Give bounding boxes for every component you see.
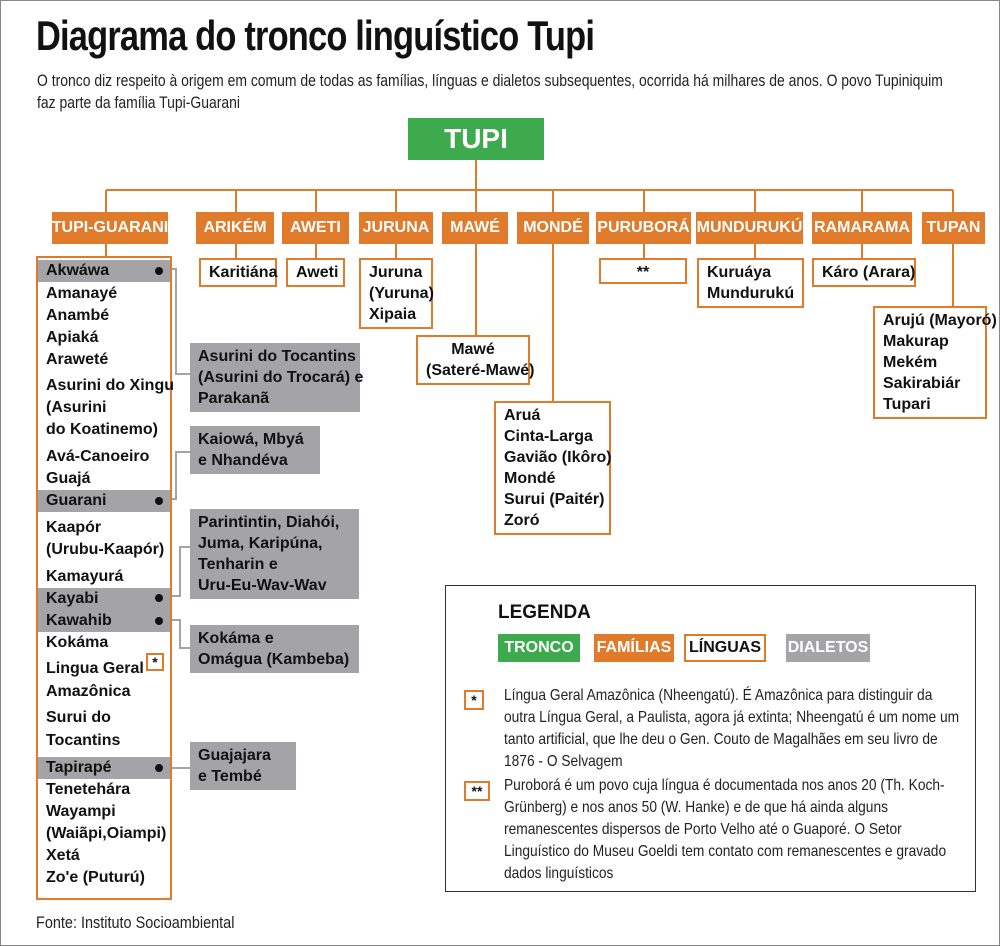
language-item: Wayampi: [46, 803, 116, 820]
language-item: Mawé: [451, 341, 495, 358]
language-box-tupan: [873, 306, 997, 419]
language-item: Karitiána: [209, 264, 278, 281]
family-monde: MONDÉ: [517, 212, 589, 244]
family-mawe: MAWÉ: [442, 212, 508, 244]
language-item: Cinta-Larga: [504, 428, 593, 445]
dialect-dot-icon: [155, 617, 163, 625]
language-item: Amazônica: [46, 683, 131, 700]
legend-panel: [445, 585, 976, 892]
family-juruna: JURUNA: [359, 212, 433, 244]
language-item: Amanayé: [46, 285, 118, 302]
family-ramarama: RAMARAMA: [812, 212, 912, 244]
dialect-box-kokama: [190, 625, 359, 673]
dialect-box-akwawa: [190, 343, 364, 412]
language-item: Mundurukú: [707, 285, 795, 302]
page-title: Diagrama do tronco linguístico Tupi: [36, 12, 595, 59]
language-item: Guajá: [46, 470, 91, 487]
language-item: (Urubu-Kaapór): [46, 541, 165, 558]
family-tupan: TUPAN: [922, 212, 985, 244]
language-item: Xipaia: [369, 306, 417, 323]
language-item: Juruna: [369, 264, 423, 281]
language-item: Surui do: [46, 709, 111, 726]
dialect-dot-icon: [155, 764, 163, 772]
dialect-box-tapirape: [190, 742, 296, 790]
family-purobora: PURUBORÁ: [596, 212, 691, 244]
legend-dialetos-chip: DIALETOS: [786, 634, 870, 662]
family-tupi-guarani: TUPI-GUARANI: [52, 212, 168, 244]
language-box-arikem: [199, 258, 277, 287]
language-item: Gavião (Ikôro): [504, 449, 612, 466]
language-item: Akwáwa: [46, 262, 110, 279]
language-item: Káro (Arara): [822, 264, 916, 281]
language-item: Mondé: [504, 470, 556, 487]
language-box-monde: [494, 401, 611, 535]
dialect-line: Uru-Eu-Wav-Wav: [198, 577, 327, 594]
family-munduruku: MUNDURUKÚ: [696, 212, 803, 244]
language-item: Mekém: [883, 354, 938, 371]
language-item: Zo'e (Puturú): [46, 869, 145, 886]
legend-linguas-chip: LÍNGUAS: [684, 634, 766, 662]
language-box-aweti: [286, 258, 345, 287]
language-item: Kayabi: [46, 590, 99, 607]
language-item: (Yuruna): [369, 285, 434, 302]
legend-note2-text: Puroborá é um povo cuja língua é documentada nos anos 20 (Th. Koch-Grünberg) e nos anos 50 (W. Hanke) e de que há ainda alguns remanescentes dispersos de Porto Velho até o Guaporé. O Setor Linguístico do Museu Goeldi tem contato com remanescentes e gravado dados linguísticos: [504, 777, 947, 882]
dialect-line: (Asurini do Trocará) e: [198, 369, 364, 386]
language-item: Apiaká: [46, 329, 99, 346]
legend-familias-chip: FAMÍLIAS: [594, 634, 674, 662]
language-item: Sakirabiár: [883, 375, 961, 392]
dialect-line: Asurini do Tocantins: [198, 348, 356, 365]
legend-tronco-chip: TRONCO: [498, 634, 580, 662]
dialect-line: Guajajara: [198, 747, 271, 764]
language-item: Araweté: [46, 351, 109, 368]
dialect-dot-icon: [155, 267, 163, 275]
root-tupi: TUPI: [408, 118, 544, 160]
language-item: Kokáma: [46, 634, 109, 651]
family-arikem: ARIKÉM: [196, 212, 274, 244]
language-item: Surui (Paitér): [504, 491, 605, 508]
language-item: (Sateré-Mawé): [426, 362, 535, 379]
language-item: Tupari: [883, 396, 931, 413]
language-item: do Koatinemo): [46, 421, 158, 438]
legend-note2-mark: **: [464, 781, 490, 801]
language-box-mawe: [416, 335, 535, 385]
family-aweti: AWETI: [282, 212, 349, 244]
language-item: Avá-Canoeiro: [46, 448, 150, 465]
dialect-line: Tenharin e: [198, 556, 278, 573]
tupi-guarani-language-list: [36, 256, 172, 900]
language-box-ramarama: [812, 258, 916, 287]
source-credit: Fonte: Instituto Socioambiental: [36, 913, 235, 932]
language-item: Aweti: [296, 264, 339, 281]
language-item: Xetá: [46, 847, 80, 864]
language-item: Kuruáya: [707, 264, 772, 281]
language-item: Arujú (Mayoró): [883, 312, 997, 329]
dialect-line: Parintintin, Diahói,: [198, 514, 340, 531]
language-item: Tapirapé: [46, 759, 112, 776]
legend-note1-text: Língua Geral Amazônica (Nheengatú). É Amazônica para distinguir da outra Língua Geral, a Paulista, agora já extinta; Nheengatú é um nome um tanto artificial, que lhe deu o Gen. Couto de Magalhães em seu livro de 1876 - O Selvagem: [504, 687, 960, 770]
language-item: Makurap: [883, 333, 949, 350]
dialect-dot-icon: [155, 594, 163, 602]
language-item: Tocantins: [46, 732, 121, 749]
dialect-box-kayabi-kawahib: [190, 509, 359, 599]
language-item: Asurini do Xingu: [46, 377, 174, 394]
language-item: Kawahib: [46, 612, 112, 629]
language-item: Kamayurá: [46, 568, 124, 585]
language-item: Aruá: [504, 407, 541, 424]
language-box-purobora: [599, 258, 687, 284]
language-item: Zoró: [504, 512, 540, 529]
dialect-line: Parakanã: [198, 390, 270, 407]
legend-title: LEGENDA: [498, 602, 591, 623]
language-item: Lingua Geral: [46, 660, 144, 677]
dialect-dot-icon: [155, 497, 163, 505]
dialect-box-guarani: [190, 426, 320, 474]
language-item: (Waiãpi,Oiampi): [46, 825, 167, 842]
dialect-line: e Tembé: [198, 768, 262, 785]
legend-note1-mark: *: [464, 690, 484, 710]
dialect-line: e Nhandéva: [198, 452, 288, 469]
language-item: Anambé: [46, 307, 110, 324]
dialect-line: Omágua (Kambeba): [198, 651, 350, 668]
language-item: Kaapór: [46, 519, 102, 536]
language-box-munduruku: [697, 258, 804, 308]
language-box-juruna: [359, 258, 433, 329]
dialect-line: Kokáma e: [198, 630, 274, 647]
language-item: Guarani: [46, 492, 107, 509]
language-item: (Asurini: [46, 399, 107, 416]
page-subtitle: O tronco diz respeito à origem em comum de todas as famílias, línguas e dialetos subsequentes, ocorrida há milhares de anos. O povo Tupiniquim faz parte da família Tupi-Guarani: [37, 71, 943, 112]
language-item: **: [636, 264, 650, 281]
footnote-asterisk-mark: *: [146, 653, 164, 671]
language-item: Tenetehára: [46, 781, 131, 798]
dialect-line: Kaiowá, Mbyá: [198, 431, 304, 448]
dialect-line: Juma, Karipúna,: [198, 535, 323, 552]
